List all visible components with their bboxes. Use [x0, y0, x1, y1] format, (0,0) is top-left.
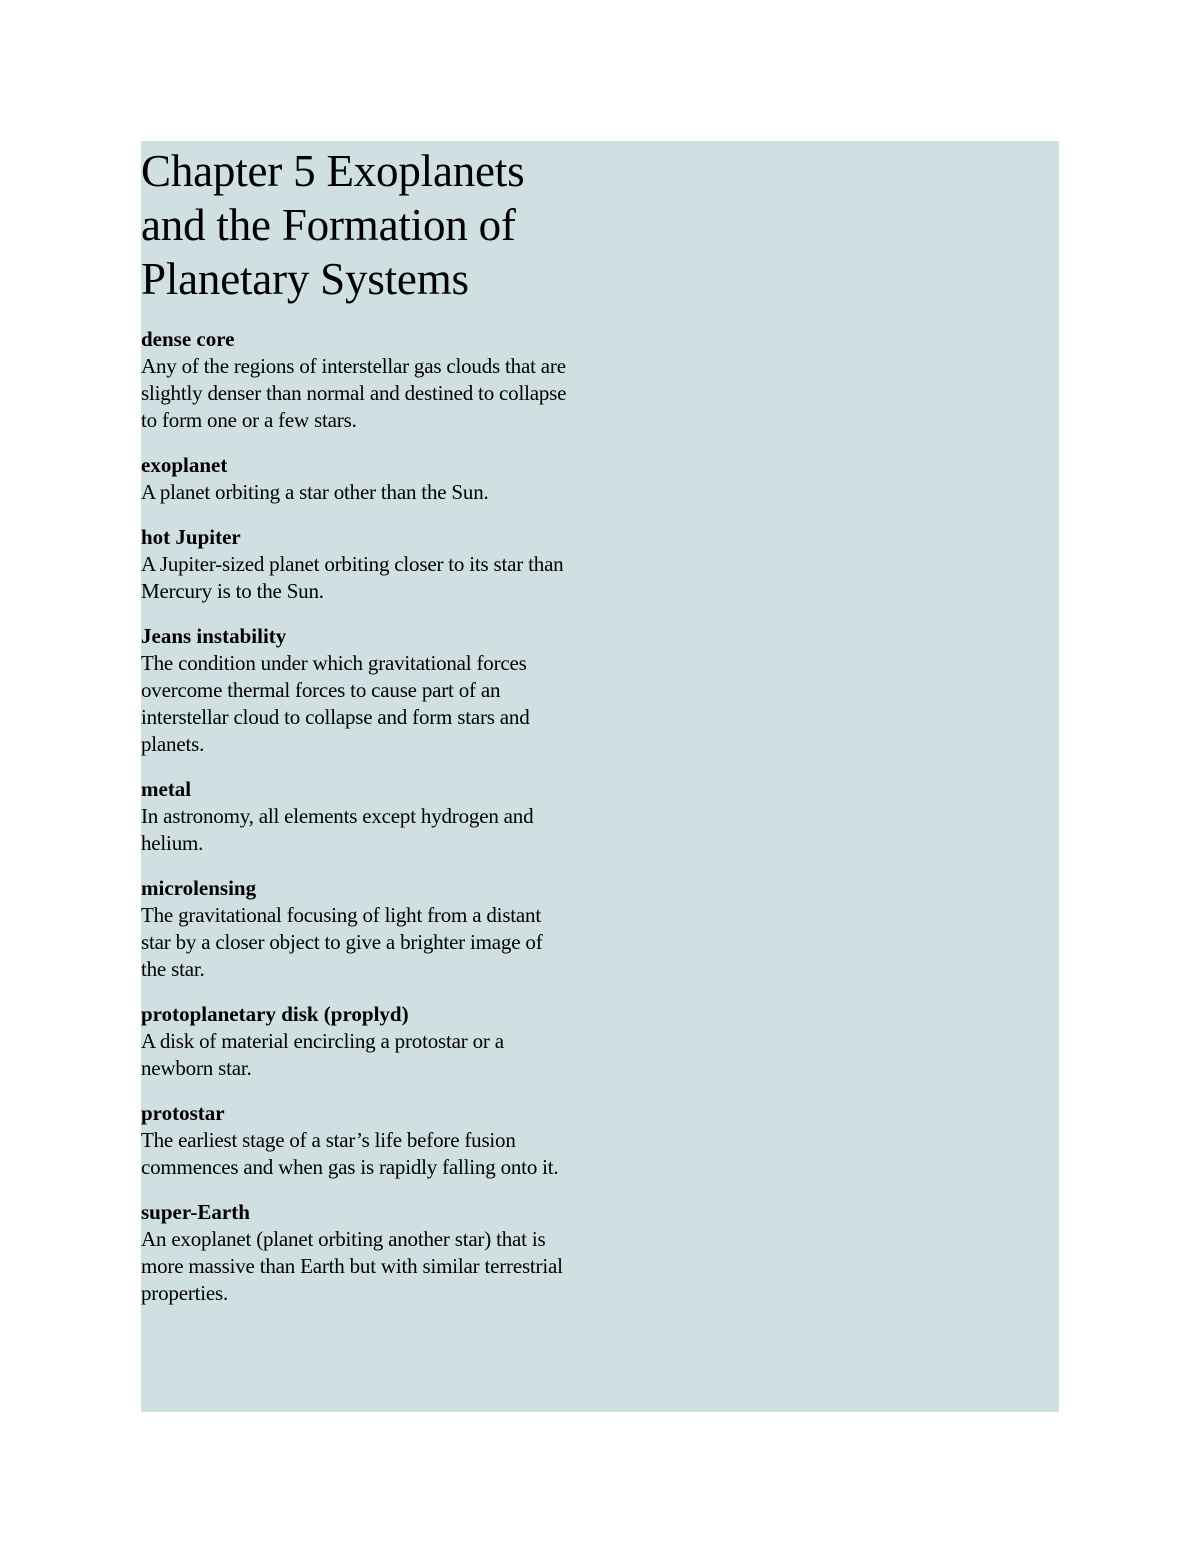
glossary-entry: [141, 524, 571, 605]
glossary-definition: A Jupiter-sized planet orbiting closer to its star than Mercury is to the Sun.: [141, 552, 564, 603]
glossary-entry: [141, 1001, 571, 1082]
glossary-definition: In astronomy, all elements except hydrogen and helium.: [141, 804, 534, 855]
glossary-term: protostar: [141, 1101, 225, 1125]
glossary-definition: A disk of material encircling a protostar or a newborn star.: [141, 1029, 504, 1080]
glossary-term: dense core: [141, 327, 235, 351]
glossary-entry: [141, 776, 571, 857]
glossary-entry: [141, 875, 571, 983]
glossary-definition: An exoplanet (planet orbiting another star) that is more massive than Earth but with similar terrestrial properties.: [141, 1227, 563, 1305]
glossary-entry: [141, 1100, 571, 1181]
glossary-term: exoplanet: [141, 453, 228, 477]
glossary-content: [141, 141, 571, 1325]
chapter-title: Chapter 5 Exoplanets and the Formation of Planetary Systems: [141, 146, 525, 304]
glossary-entry: [141, 326, 571, 434]
glossary-definition: The gravitational focusing of light from a distant star by a closer object to give a brighter image of the star.: [141, 903, 543, 981]
glossary-term: super-Earth: [141, 1200, 250, 1224]
glossary-definition: The condition under which gravitational forces overcome thermal forces to cause part of an interstellar cloud to collapse and form stars and planets.: [141, 651, 530, 756]
glossary-term: protoplanetary disk (proplyd): [141, 1002, 409, 1026]
glossary-entry: [141, 623, 571, 758]
glossary-definition: A planet orbiting a star other than the Sun.: [141, 480, 489, 504]
glossary-term: hot Jupiter: [141, 525, 241, 549]
glossary-panel: [141, 141, 1059, 1412]
glossary-definition: The earliest stage of a star’s life before fusion commences and when gas is rapidly falling onto it.: [141, 1128, 559, 1179]
glossary-definition: Any of the regions of interstellar gas clouds that are slightly denser than normal and destined to collapse to form one or a few stars.: [141, 354, 567, 432]
glossary-entry: [141, 1199, 571, 1307]
glossary-term: metal: [141, 777, 192, 801]
glossary-term: Jeans instability: [141, 624, 287, 648]
glossary-list: [141, 326, 571, 1307]
glossary-term: microlensing: [141, 876, 257, 900]
glossary-entry: [141, 452, 571, 506]
